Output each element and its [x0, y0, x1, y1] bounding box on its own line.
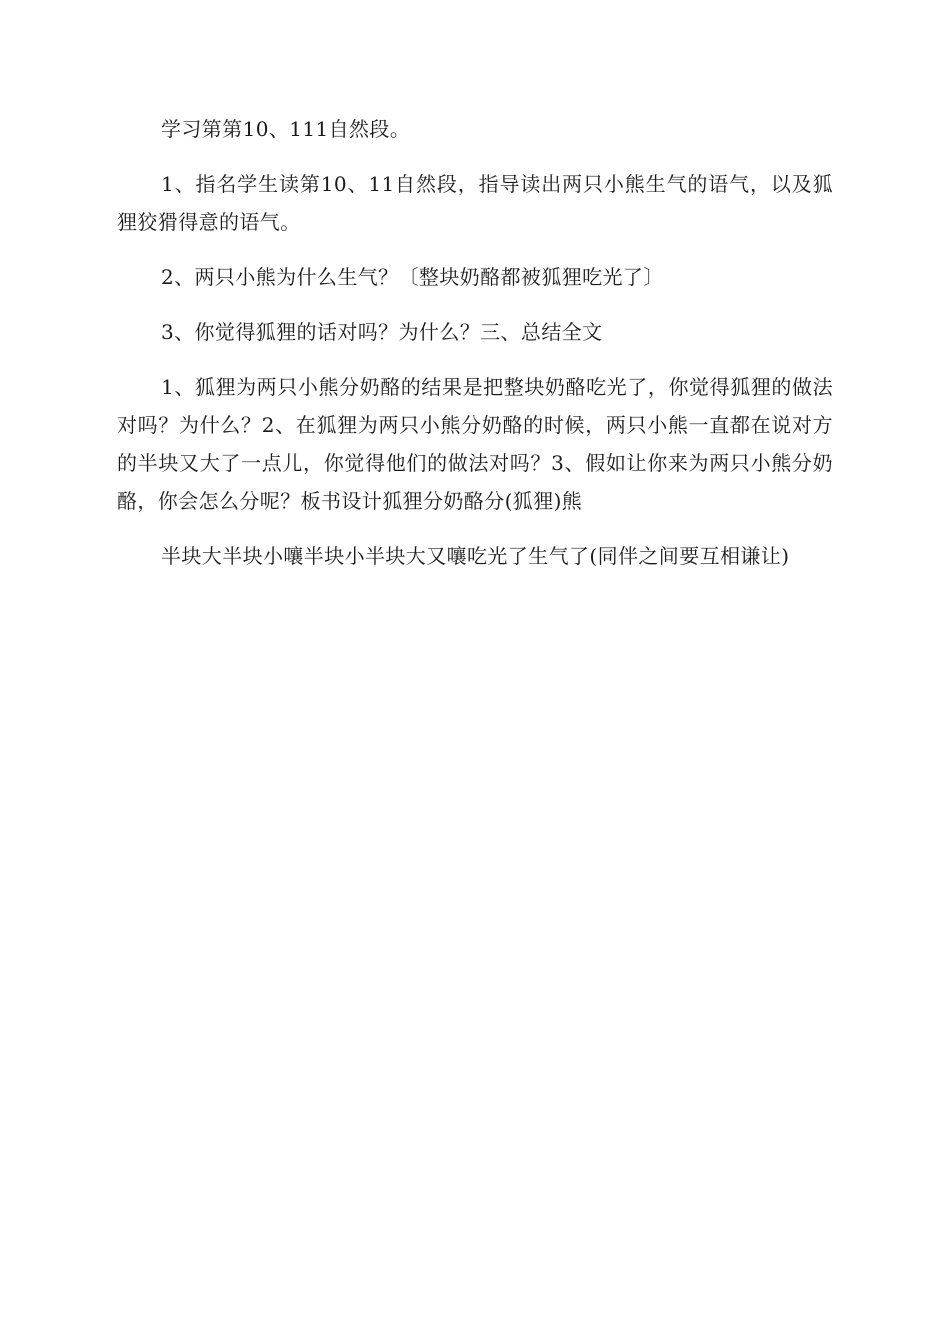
paragraph-board-design: 半块大半块小嚷半块小半块大又嚷吃光了生气了(同伴之间要互相谦让): [161, 544, 790, 568]
paragraph-study-section: 学习第第10、111自然段。: [161, 117, 411, 141]
paragraph-item-1-reading: 1、指名学生读第10、11自然段，指导读出两只小熊生气的语气，以及狐狸狡猾得意的语气。: [117, 172, 833, 234]
paragraph-item-3-question: 3、你觉得狐狸的话对吗？为什么？三、总结全文: [161, 320, 603, 344]
paragraph-item-2-question: 2、两只小熊为什么生气？〔整块奶酪都被狐狸吃光了〕: [161, 265, 664, 289]
paragraph-summary: 1、狐狸为两只小熊分奶酪的结果是把整块奶酪吃光了，你觉得狐狸的做法对吗？为什么？2、在狐狸为两只小熊分奶酪的时候，两只小熊一直都在说对方的半块又大了一点儿，你觉得他们的做法对吗？3、假如让你来为两只小熊分奶酪，你会怎么分呢？板书设计狐狸分奶酪分(狐狸)熊: [117, 375, 833, 513]
document-body: [117, 110, 833, 592]
